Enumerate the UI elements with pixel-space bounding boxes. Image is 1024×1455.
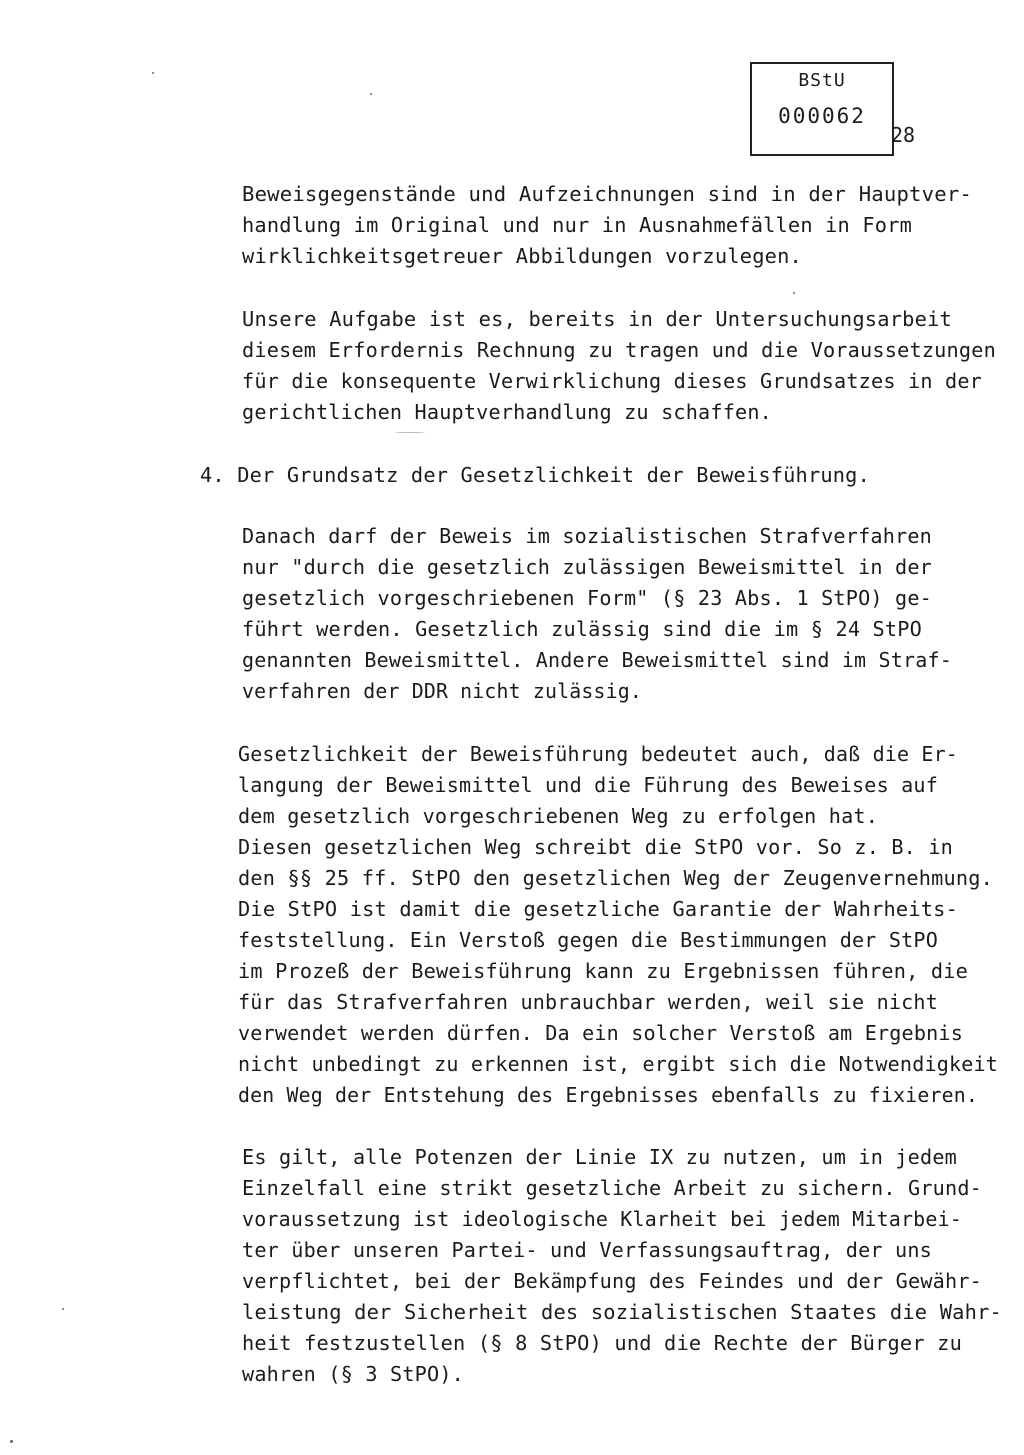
stamp-archive-label: BStU <box>798 70 846 91</box>
page-number: 28 <box>891 123 916 147</box>
text-line: für das Strafverfahren unbrauchbar werden, weil sie nicht <box>238 990 938 1014</box>
text-line: wahren (§ 3 StPO). <box>242 1362 464 1386</box>
text-line: gerichtlichen Hauptverhandlung zu schaffen. <box>242 400 772 424</box>
text-line: genannten Beweismittel. Andere Beweismittel sind im Straf- <box>242 648 952 672</box>
text-line: Die StPO ist damit die gesetzliche Garantie der Wahrheits- <box>238 897 958 921</box>
text-line: nicht unbedingt zu erkennen ist, ergibt sich die Notwendigkeit <box>238 1052 998 1076</box>
text-line: den §§ 25 ff. StPO den gesetzlichen Weg der Zeugenvernehmung. <box>238 866 993 890</box>
text-line: verwendet werden dürfen. Da ein solcher Verstoß am Ergebnis <box>238 1021 963 1045</box>
text-line: dem gesetzlich vorgeschriebenen Weg zu erfolgen hat. <box>238 804 878 828</box>
text-line: nur "durch die gesetzlich zulässigen Beweismittel in der <box>242 555 932 579</box>
stamp-document-number: 000062 <box>778 104 866 128</box>
text-line: Einzelfall eine strikt gesetzliche Arbeit zu sichern. Grund- <box>242 1176 982 1200</box>
text-line: heit festzustellen (§ 8 StPO) und die Rechte der Bürger zu <box>242 1331 962 1355</box>
scan-speck <box>10 1440 13 1443</box>
text-line: gesetzlich vorgeschriebenen Form" (§ 23 Abs. 1 StPO) ge- <box>242 586 932 610</box>
text-line: ter über unseren Partei- und Verfassungsauftrag, der uns <box>242 1238 932 1262</box>
scan-speck <box>152 72 154 74</box>
scan-speck <box>395 432 425 433</box>
text-line: verfahren der DDR nicht zulässig. <box>242 679 642 703</box>
text-line: feststellung. Ein Verstoß gegen die Bestimmungen der StPO <box>238 928 938 952</box>
text-line: Diesen gesetzlichen Weg schreibt die StPO vor. So z. B. in <box>238 835 953 859</box>
archive-stamp <box>750 62 894 156</box>
text-line: Danach darf der Beweis im sozialistischen Strafverfahren <box>242 524 932 548</box>
text-line: führt werden. Gesetzlich zulässig sind die im § 24 StPO <box>242 617 922 641</box>
text-line: Beweisgegenstände und Aufzeichnungen sind in der Hauptver- <box>242 182 972 206</box>
text-line: Gesetzlichkeit der Beweisführung bedeutet auch, daß die Er- <box>238 742 958 766</box>
text-line: wirklichkeitsgetreuer Abbildungen vorzulegen. <box>242 244 802 268</box>
section-heading: 4. Der Grundsatz der Gesetzlichkeit der Beweisführung. <box>200 463 870 487</box>
text-line: verpflichtet, bei der Bekämpfung des Feindes und der Gewähr- <box>242 1269 982 1293</box>
text-line: diesem Erfordernis Rechnung zu tragen und die Voraussetzungen <box>242 338 996 362</box>
text-line: Unsere Aufgabe ist es, bereits in der Untersuchungsarbeit <box>242 307 952 331</box>
text-line: langung der Beweismittel und die Führung des Beweises auf <box>238 773 938 797</box>
text-line: Es gilt, alle Potenzen der Linie IX zu nutzen, um in jedem <box>242 1145 957 1169</box>
text-line: handlung im Original und nur in Ausnahmefällen in Form <box>242 213 912 237</box>
text-line: für die konsequente Verwirklichung dieses Grundsatzes in der <box>242 369 982 393</box>
scan-speck <box>370 93 372 95</box>
scan-speck <box>62 1308 64 1310</box>
text-line: den Weg der Entstehung des Ergebnisses ebenfalls zu fixieren. <box>238 1083 978 1107</box>
scan-speck <box>793 292 795 294</box>
text-line: leistung der Sicherheit des sozialistischen Staates die Wahr- <box>242 1300 1002 1324</box>
text-line: im Prozeß der Beweisführung kann zu Ergebnissen führen, die <box>238 959 968 983</box>
text-line: voraussetzung ist ideologische Klarheit bei jedem Mitarbei- <box>242 1207 962 1231</box>
